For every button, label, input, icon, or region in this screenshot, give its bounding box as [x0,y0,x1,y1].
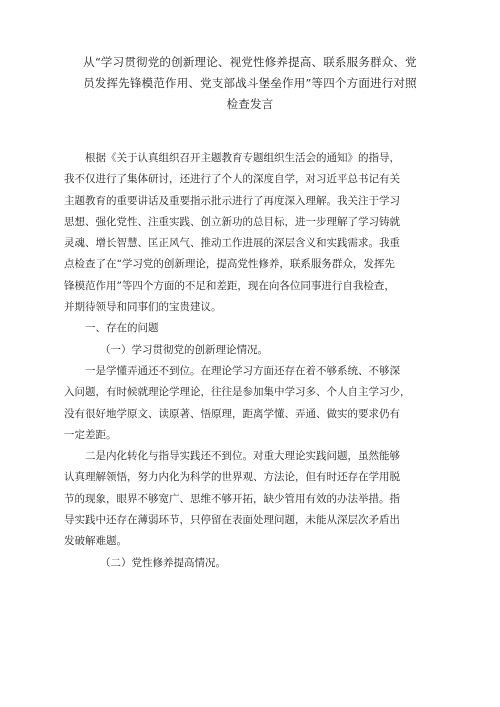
paragraph-line: 主题教育的重要讲话及重要指示批示进行了再度深入理解。我关注于学习 [64,194,400,207]
paragraph-line: 节的现象，眼界不够宽广、思维不够开拓，缺少管用有效的办法举措。指 [64,492,400,505]
paragraph-line: 没有很好地学原文、读原著、悟原理，距离学懂、弄通、做实的要求仍有 [64,407,400,420]
title-line: 从“学习贯彻党的创新理论、视党性修养提高、联系服务群众、党 [83,55,417,69]
paragraph-line: 并期待领导和同事们的宝贵建议。 [64,301,222,314]
paragraph-line: 思想、强化党性、注重实践、创立新功的总目标，进一步理解了学习铸就 [64,215,400,228]
subsection-heading: （一）学习贯彻党的创新理论情况。 [100,343,268,356]
paragraph-line: 根据《关于认真组织召开主题教育专题组织生活会的通知》的指导， [85,152,400,164]
document-title [70,52,430,115]
paragraph-line: 一定差距。 [64,428,117,441]
paragraph-line: 灵魂、增长智慧、匡正风气、推动工作进展的深层含义和实践需求。我重 [64,237,400,250]
paragraph-line: 二是内化转化与指导实践还不到位。对重大理论实践问题，虽然能够 [85,450,400,463]
title-line: 员发挥先锋模范作用、党支部战斗堡垒作用”等四个方面进行对照 [83,76,417,90]
paragraph-line: 点检查了在“学习党的创新理论，提高党性修养，联系服务群众，发挥先 [64,258,395,271]
paragraph-line: 锋模范作用”等四个方面的不足和差距，现在向各位同事进行自我检查， [64,279,395,292]
paragraph-line: 认真理解领悟，努力内化为科学的世界观、方法论，但有时还存在学用脱 [64,471,400,484]
subsection-heading: （二）党性修养提高情况。 [100,556,226,569]
section-heading: 一、存在的问题 [85,322,159,335]
paragraph-line: 我不仅进行了集体研讨，还进行了个人的深度自学，对习近平总书记有关 [64,173,400,186]
document-body [64,148,438,574]
paragraph-line: 导实践中还存在薄弱环节，只停留在表面处理问题，未能从深层次矛盾出 [64,514,400,527]
paragraph-line: 入问题，有时候就理论学理论，往往是参加集中学习多、个人自主学习少， [64,386,411,399]
paragraph-line: 发破解难题。 [64,535,127,548]
title-line: 检查发言 [226,97,274,111]
paragraph-line: 一是学懂弄通还不到位。在理论学习方面还存在着不够系统、不够深 [85,364,400,377]
